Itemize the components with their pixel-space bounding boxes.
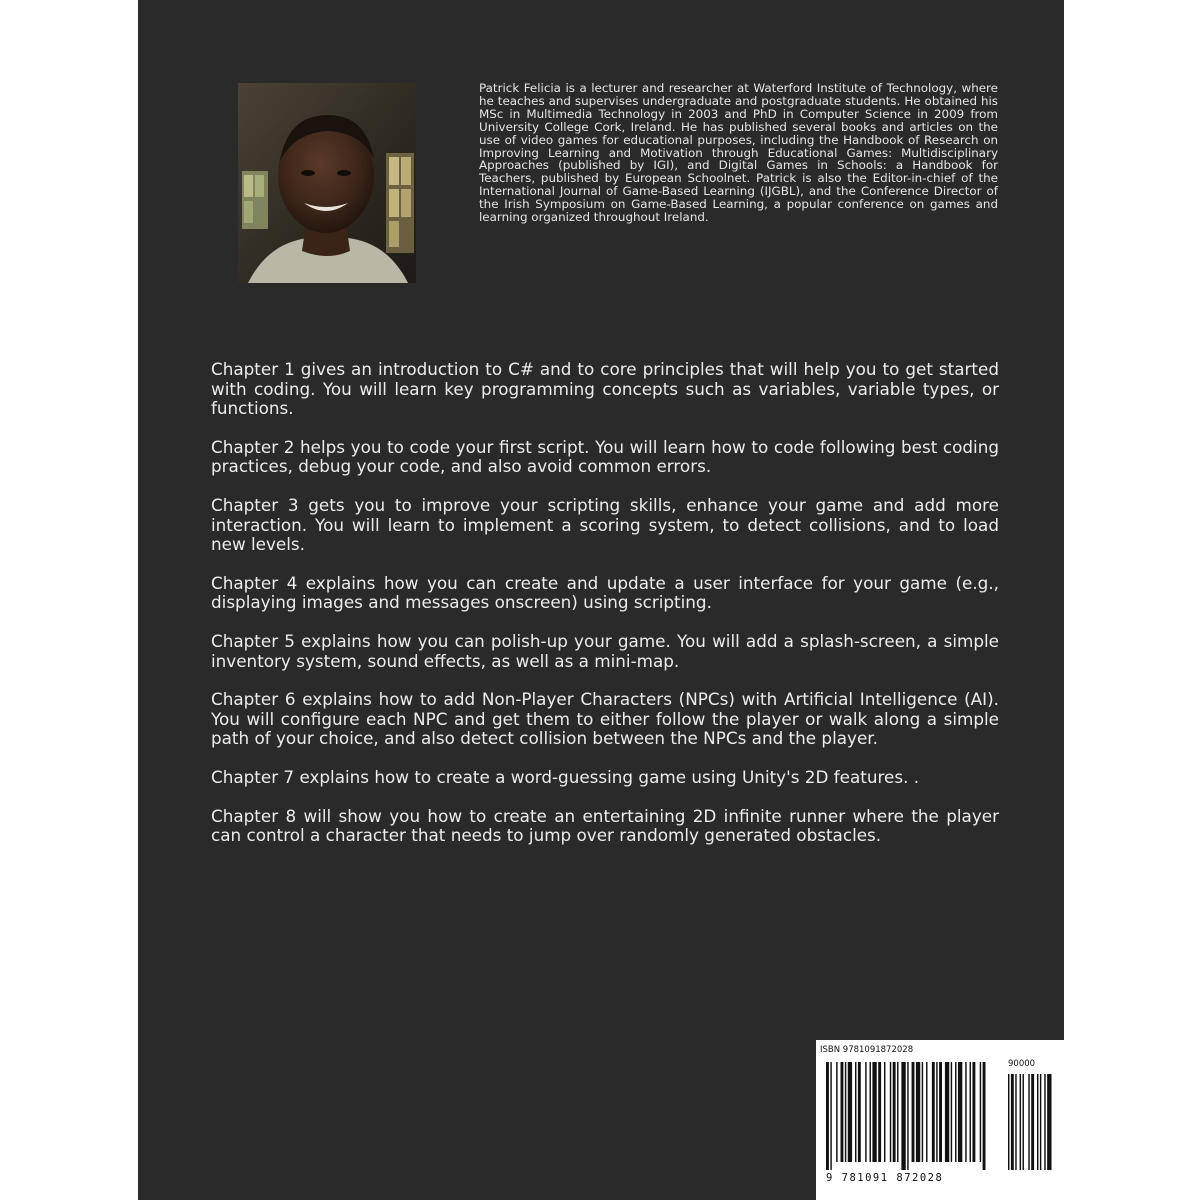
barcode-addon-bar <box>1047 1074 1051 1170</box>
barcode-bar <box>970 1062 971 1162</box>
barcode-bar <box>855 1062 856 1162</box>
back-cover <box>138 0 1064 1200</box>
barcode-bar <box>870 1062 871 1162</box>
chapter-8-description: Chapter 8 will show you how to create an entertaining 2D infinite runner where the player can control a character that needs to jump over randomly generated obstacles. <box>211 805 999 846</box>
barcode-bar <box>965 1062 966 1162</box>
barcode-bar <box>893 1062 896 1162</box>
barcode-bar <box>872 1062 876 1162</box>
barcode-bar <box>830 1062 831 1170</box>
author-photo <box>238 83 416 283</box>
barcode-icon <box>820 1056 1060 1172</box>
chapter-list <box>211 360 999 865</box>
barcode-addon-bar <box>1020 1074 1021 1170</box>
barcode-addon-bar <box>1028 1074 1029 1170</box>
barcode-bar <box>826 1062 829 1170</box>
barcode-bar <box>858 1062 861 1162</box>
author-portrait-icon <box>238 83 416 283</box>
barcode-bar <box>926 1062 927 1162</box>
chapter-6-description: Chapter 6 explains how to add Non-Player Characters (NPCs) with Artificial Intelligence (AI). You will configure each NPC and get them to either follow the player or walk along a simple path of your choice, and also detect collision between the NPCs and the player. <box>211 689 999 749</box>
barcode-bar <box>939 1062 942 1162</box>
author-bio: Patrick Felicia is a lecturer and researcher at Waterford Institute of Technology, where he teaches and supervises undergraduate and postgraduate students. He obtained his MSc in Multimedia Technology in 2003 and PhD in Computer Science in 2009 from University College Cork, Ireland. He has published several books and articles on the use of video games for educational purposes, including the Handbook of Research on Improving Learning and Motivation through Educational Games: Multidisciplinary Approaches (published by IGI), and Digital Games in Schools: a Handbook for Teachers, published by European Schoolnet. Patrick is also the Editor-in-chief of the International Journal of Game-Based Learning (IJGBL), and the Conference Director of the Irish Symposium on Game-Based Learning, a popular conference on games and learning organized throughout Ireland. <box>479 81 998 225</box>
barcode-bar <box>841 1062 844 1162</box>
chapter-3-description: Chapter 3 gets you to improve your scripting skills, enhance your game and add more interaction. You will learn to implement a scoring system, to detect collisions, and to load new levels. <box>211 494 999 555</box>
barcode-addon-bar <box>1040 1074 1041 1170</box>
barcode-bar <box>897 1062 898 1162</box>
barcode-bar <box>945 1062 949 1162</box>
barcode-bar <box>912 1062 915 1162</box>
barcode-bar <box>901 1062 905 1170</box>
barcode-bar <box>955 1062 956 1162</box>
chapter-7-description: Chapter 7 explains how to create a word-guessing game using Unity's 2D features. . <box>211 766 920 787</box>
barcode-bar <box>836 1062 837 1162</box>
isbn-barcode <box>816 1040 1064 1200</box>
barcode-addon-bar <box>1044 1074 1045 1170</box>
barcode-bar <box>907 1062 908 1170</box>
barcode-bar <box>932 1062 935 1162</box>
barcode-addon-bar <box>1015 1074 1016 1170</box>
barcode-bar <box>958 1062 962 1162</box>
barcode-addon-bar <box>1023 1074 1024 1170</box>
barcode-bar <box>922 1062 923 1162</box>
barcode-addon-bar <box>1031 1074 1034 1170</box>
barcode-bar <box>980 1062 981 1162</box>
chapter-5-description: Chapter 5 explains how you can polish-up your game. You will add a splash-screen, a simple inventory system, sound effects, as well as a mini-map. <box>211 630 999 671</box>
barcode-bar <box>865 1062 866 1162</box>
barcode-addon-bar <box>1037 1074 1038 1170</box>
chapter-1-description: Chapter 1 gives an introduction to C# and to core principles that will help you to get started with coding. You will learn key programming concepts such as variables, variable types, or functions. <box>211 359 999 419</box>
barcode-bar <box>890 1062 891 1162</box>
barcode-addon-bar <box>1011 1074 1014 1170</box>
barcode-addon-bar <box>1008 1074 1009 1170</box>
barcode-digits: 9 781091 872028 <box>826 1172 944 1184</box>
barcode-bar <box>884 1062 885 1162</box>
barcode-bar <box>983 1062 986 1170</box>
barcode-bar <box>916 1062 920 1162</box>
barcode-bar <box>951 1062 952 1162</box>
barcode-bar <box>848 1062 852 1162</box>
chapter-2-description: Chapter 2 helps you to code your first script. You will learn how to code following best coding practices, debug your code, and also avoid common errors. <box>211 436 999 477</box>
barcode-bar <box>878 1062 881 1162</box>
barcode-bar <box>845 1062 846 1162</box>
isbn-label: ISBN 9781091872028 <box>820 1045 914 1055</box>
price-code: 90000 <box>1008 1059 1036 1069</box>
barcode-bar <box>972 1062 975 1162</box>
chapter-4-description: Chapter 4 explains how you can create and update a user interface for your game (e.g., displaying images and messages onscreen) using scripting. <box>211 572 999 613</box>
barcode-bar <box>936 1062 937 1162</box>
